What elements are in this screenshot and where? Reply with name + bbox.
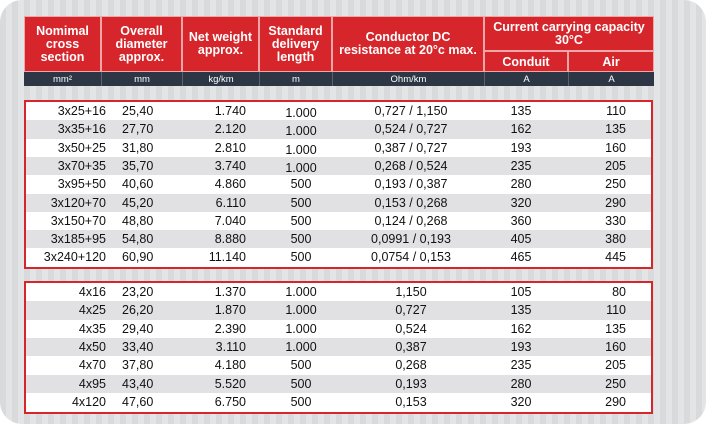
cell-weight: 7.040 xyxy=(214,213,246,228)
cell-resistance: 0,193 xyxy=(395,376,427,391)
cell-resistance: 0,193 / 0,387 xyxy=(374,177,448,192)
cell-cross-section: 3x95+50 xyxy=(57,177,106,192)
table-row xyxy=(26,102,651,120)
cell-resistance: 0,153 / 0,268 xyxy=(374,195,448,210)
cell-resistance: 0,727 / 1,150 xyxy=(374,104,448,118)
header-delivery: Standard delivery length xyxy=(259,16,332,72)
cell-resistance: 0,387 xyxy=(395,339,427,354)
table-row xyxy=(26,356,651,374)
cell-diameter: 35,70 xyxy=(122,158,154,173)
table-row xyxy=(26,248,651,266)
table-row xyxy=(26,230,651,248)
cell-delivery: 1.000 xyxy=(285,303,317,318)
cell-air: 330 xyxy=(605,213,626,228)
cell-air: 110 xyxy=(606,104,626,118)
table-four-core xyxy=(24,281,653,414)
cell-weight: 8.880 xyxy=(214,232,246,247)
unit-diameter: mm xyxy=(101,72,182,86)
header-air: Air xyxy=(568,51,654,72)
cell-air: 80 xyxy=(612,285,626,299)
cell-resistance: 0,524 / 0,727 xyxy=(374,122,448,137)
cell-weight: 1.370 xyxy=(214,285,246,299)
table-row xyxy=(26,393,651,411)
table-row xyxy=(26,301,651,319)
table-row xyxy=(26,212,651,230)
cell-cross-section: 4x25 xyxy=(78,303,106,318)
cell-conduit: 193 xyxy=(510,339,532,354)
cell-cross-section: 4x35 xyxy=(78,321,106,336)
cell-air: 290 xyxy=(605,394,626,409)
cell-conduit: 135 xyxy=(510,303,532,318)
cell-delivery: 1.000 xyxy=(285,124,317,139)
cell-cross-section: 3x25+16 xyxy=(57,104,106,118)
table-row xyxy=(26,120,651,138)
cell-conduit: 235 xyxy=(510,358,532,373)
cell-delivery: 500 xyxy=(290,376,312,391)
cell-weight: 2.810 xyxy=(214,140,246,155)
cell-resistance: 0,153 xyxy=(395,394,427,409)
header-cross-section: Nomimal cross section xyxy=(24,16,101,72)
cell-air: 205 xyxy=(605,358,626,373)
cell-delivery: 1.000 xyxy=(285,285,317,299)
cell-delivery: 1.000 xyxy=(285,160,317,175)
cell-delivery: 500 xyxy=(290,177,312,192)
cell-weight: 6.750 xyxy=(214,394,246,409)
cell-diameter: 27,70 xyxy=(122,122,154,137)
cell-diameter: 54,80 xyxy=(122,232,154,247)
cell-air: 160 xyxy=(605,339,626,354)
cell-conduit: 465 xyxy=(510,250,532,265)
unit-cross-section: mm² xyxy=(24,72,101,86)
table-row xyxy=(26,194,651,212)
table-row xyxy=(26,283,651,301)
cell-resistance: 0,387 / 0,727 xyxy=(374,140,448,155)
cell-resistance: 0,524 xyxy=(395,321,427,336)
cell-weight: 11.140 xyxy=(208,250,246,265)
cell-cross-section: 4x16 xyxy=(78,285,106,299)
cell-diameter: 40,60 xyxy=(122,177,154,192)
cell-cross-section: 3x240+120 xyxy=(43,250,106,265)
cell-delivery: 500 xyxy=(290,358,312,373)
cell-weight: 1.870 xyxy=(214,303,246,318)
unit-resistance: Ohm/km xyxy=(332,72,484,86)
cell-weight: 6.110 xyxy=(215,195,246,210)
cell-cross-section: 4x50 xyxy=(78,339,106,354)
cell-conduit: 135 xyxy=(510,104,532,118)
cell-resistance: 0,0754 / 0,153 xyxy=(371,250,451,265)
cell-conduit: 193 xyxy=(510,140,532,155)
cell-weight: 3.110 xyxy=(215,339,246,354)
cell-cross-section: 3x70+35 xyxy=(57,158,106,173)
cell-air: 250 xyxy=(605,376,626,391)
header-resistance: Conductor DC resistance at 20°c max. xyxy=(332,16,484,72)
cell-diameter: 25,40 xyxy=(122,104,154,118)
cell-weight: 2.390 xyxy=(214,321,246,336)
cell-conduit: 162 xyxy=(510,321,532,336)
cell-resistance: 0,268 / 0,524 xyxy=(374,158,448,173)
cell-delivery: 1.000 xyxy=(285,339,317,354)
table-row xyxy=(26,320,651,338)
cell-conduit: 280 xyxy=(510,376,532,391)
table-row xyxy=(26,375,651,393)
cell-diameter: 45,20 xyxy=(122,195,154,210)
table-row xyxy=(26,139,651,157)
table-three-core xyxy=(24,100,653,269)
cell-conduit: 320 xyxy=(510,195,532,210)
cell-air: 135 xyxy=(605,122,626,137)
unit-weight: kg/km xyxy=(182,72,259,86)
cell-diameter: 31,80 xyxy=(122,140,154,155)
cell-air: 205 xyxy=(605,158,626,173)
cell-air: 160 xyxy=(605,140,626,155)
cell-air: 380 xyxy=(605,232,626,247)
cell-conduit: 280 xyxy=(510,177,532,192)
header-diameter: Overall diameter approx. xyxy=(101,16,182,72)
cell-conduit: 235 xyxy=(510,158,532,173)
cell-air: 250 xyxy=(605,177,626,192)
cell-delivery: 1.000 xyxy=(285,321,317,336)
header-conduit: Conduit xyxy=(484,51,568,72)
cell-weight: 4.180 xyxy=(214,358,246,373)
cell-resistance: 0,727 xyxy=(395,303,427,318)
cell-delivery: 500 xyxy=(290,195,312,210)
cell-cross-section: 3x50+25 xyxy=(57,140,106,155)
cell-air: 135 xyxy=(605,321,626,336)
cell-resistance: 0,124 / 0,268 xyxy=(374,213,448,228)
cell-diameter: 33,40 xyxy=(122,339,154,354)
cell-resistance: 0,0991 / 0,193 xyxy=(371,232,451,247)
cell-weight: 5.520 xyxy=(214,376,246,391)
cell-conduit: 162 xyxy=(510,122,532,137)
cell-cross-section: 4x70 xyxy=(78,358,106,373)
header-weight: Net weight approx. xyxy=(182,16,259,72)
cell-conduit: 320 xyxy=(510,394,532,409)
cell-cross-section: 4x95 xyxy=(78,376,106,391)
table-row xyxy=(26,175,651,193)
cell-air: 290 xyxy=(605,195,626,210)
cell-diameter: 47,60 xyxy=(122,394,154,409)
cell-weight: 1.740 xyxy=(214,104,246,118)
cell-delivery: 500 xyxy=(290,213,312,228)
cell-weight: 3.740 xyxy=(214,158,246,173)
cell-delivery: 1.000 xyxy=(285,106,317,120)
cell-resistance: 1,150 xyxy=(395,285,427,299)
unit-conduit: A xyxy=(484,72,568,86)
cell-diameter: 26,20 xyxy=(122,303,154,318)
cell-cross-section: 3x120+70 xyxy=(50,195,106,210)
unit-delivery: m xyxy=(259,72,332,86)
cell-cross-section: 3x150+70 xyxy=(50,213,106,228)
cell-delivery: 500 xyxy=(290,250,312,265)
cell-diameter: 29,40 xyxy=(122,321,154,336)
cell-weight: 4.860 xyxy=(214,177,246,192)
cell-cross-section: 3x185+95 xyxy=(50,232,106,247)
cell-cross-section: 4x120 xyxy=(71,394,106,409)
cell-delivery: 500 xyxy=(290,394,312,409)
cell-delivery: 500 xyxy=(290,232,312,247)
cell-diameter: 60,90 xyxy=(122,250,154,265)
cell-conduit: 105 xyxy=(510,285,532,299)
unit-air: A xyxy=(568,72,654,86)
cell-air: 110 xyxy=(606,303,626,318)
cell-resistance: 0,268 xyxy=(395,358,427,373)
cell-diameter: 37,80 xyxy=(122,358,154,373)
cell-diameter: 23,20 xyxy=(122,285,154,299)
cell-conduit: 405 xyxy=(510,232,532,247)
header-current: Current carrying capacity 30°C xyxy=(484,16,654,51)
table-row xyxy=(26,157,651,175)
cell-diameter: 43,40 xyxy=(122,376,154,391)
cell-conduit: 360 xyxy=(510,213,532,228)
cell-diameter: 48,80 xyxy=(122,213,154,228)
cell-cross-section: 3x35+16 xyxy=(57,122,106,137)
cell-delivery: 1.000 xyxy=(285,142,317,157)
cell-weight: 2.120 xyxy=(214,122,246,137)
cell-air: 445 xyxy=(605,250,626,265)
table-row xyxy=(26,338,651,356)
